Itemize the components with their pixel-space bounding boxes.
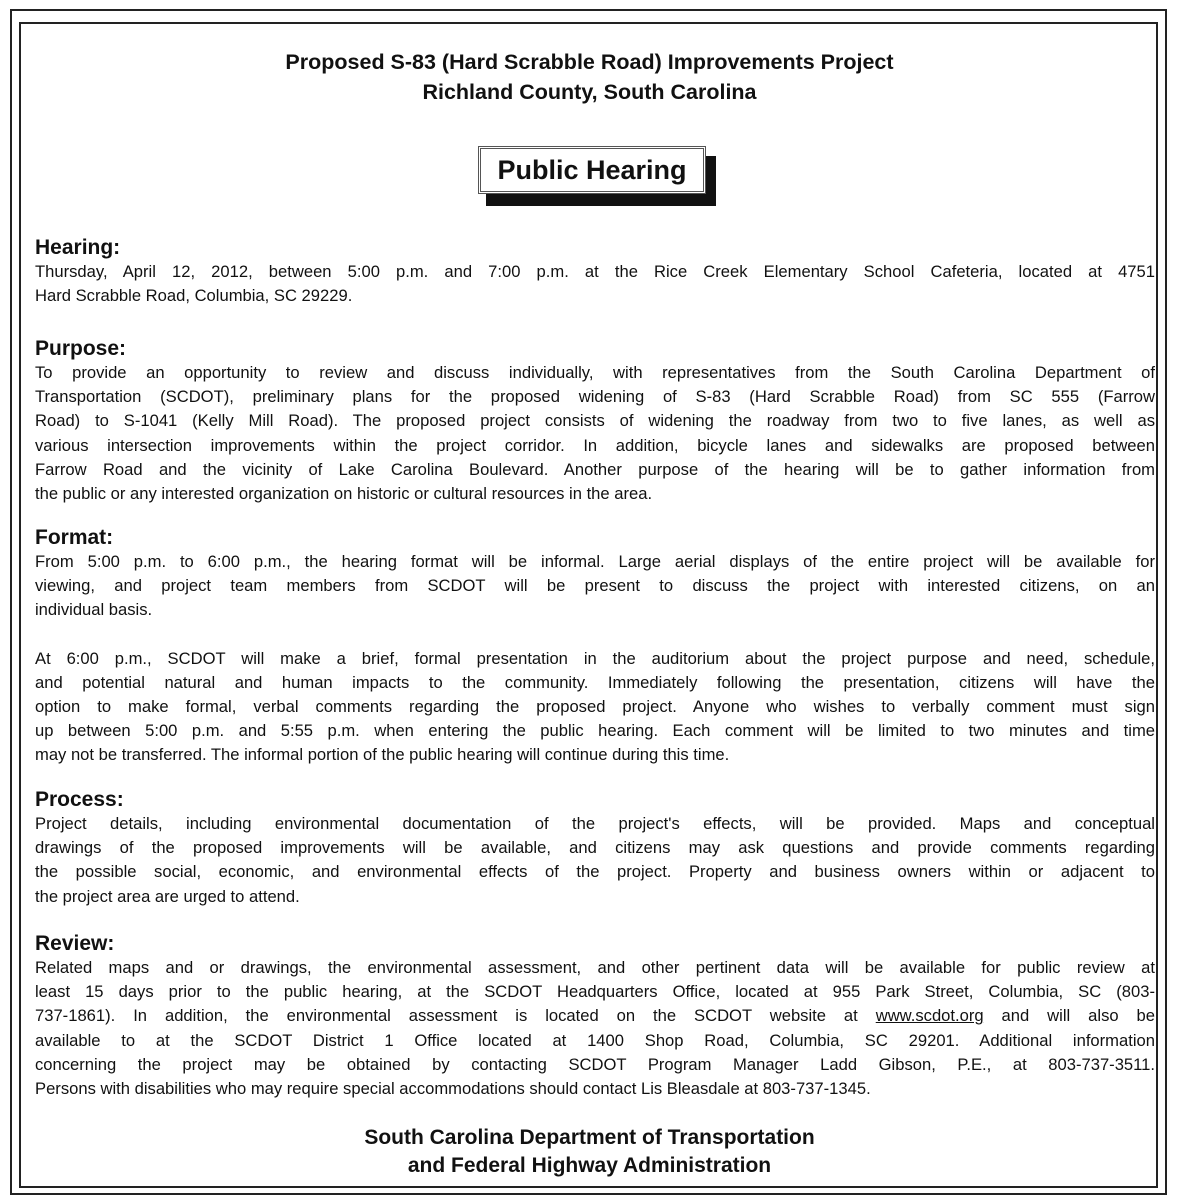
footer-line-2: and Federal Highway Administration [407, 1154, 772, 1177]
paragraph [35, 956, 1155, 1101]
text-line: may not be transferred. The informal portion of the public hearing will continue during this time. [35, 745, 730, 765]
paragraph [35, 550, 1155, 623]
badge-label: Public Hearing [478, 146, 706, 194]
section-purpose [35, 337, 1155, 506]
text-line: the possible social, economic, and environmental effects of the project. Property and business owners within or adjacent to [35, 862, 1155, 882]
text-line: From 5:00 p.m. to 6:00 p.m., the hearing format will be informal. Large aerial displays of the entire project will be available for [35, 552, 1155, 571]
text-line: Related maps and or drawings, the environmental assessment, and other pertinent data will be available for public review at [35, 958, 1155, 977]
section-heading: Process: [35, 788, 124, 811]
footer-line-1: South Carolina Department of Transportation [364, 1126, 815, 1149]
title-line-1: Proposed S-83 (Hard Scrabble Road) Improvements Project [285, 50, 894, 74]
text-line: Persons with disabilities who may require special accommodations should contact Lis Bleasdale at 803-737-1345. [35, 1079, 871, 1099]
text-line: Hard Scrabble Road, Columbia, SC 29229. [35, 286, 353, 306]
text-line: option to make formal, verbal comments regarding the proposed project. Anyone who wishes to verbally comment must sign [35, 697, 1155, 717]
text-line: up between 5:00 p.m. and 5:55 p.m. when entering the public hearing. Each comment will be limited to two minutes and time [35, 721, 1155, 741]
section-format [35, 526, 1155, 768]
section-heading: Hearing: [35, 236, 121, 259]
text-line: the public or any interested organization on historic or cultural resources in the area. [35, 484, 653, 504]
paragraph [35, 812, 1155, 909]
text-line: Road) to S-1041 (Kelly Mill Road). The proposed project consists of widening the roadway from two to five lanes, as well as [35, 411, 1155, 431]
paragraph [35, 260, 1155, 308]
text-line: 737-1861). In addition, the environmental assessment is located on the SCDOT website at www.scdot.org and will also be [35, 1006, 1155, 1026]
section-heading: Purpose: [35, 337, 127, 360]
text-line: drawings of the proposed improvements will be available, and citizens may ask questions and provide comments regarding [35, 838, 1155, 858]
section-heading: Format: [35, 526, 114, 549]
text-line: To provide an opportunity to review and discuss individually, with representatives from the South Carolina Department of [35, 363, 1155, 382]
text-line: the project area are urged to attend. [35, 886, 300, 906]
text-line: individual basis. [35, 600, 153, 620]
paragraph [35, 647, 1155, 768]
text-line: concerning the project may be obtained by contacting SCDOT Program Manager Ladd Gibson, P.E., at 803-737-3511. [35, 1054, 1155, 1074]
section-heading: Review: [35, 932, 115, 955]
public-hearing-badge [478, 146, 714, 203]
section-review [35, 932, 1155, 1101]
text-line: available to at the SCDOT District 1 Office located at 1400 Shop Road, Columbia, SC 29201. Additional information [35, 1030, 1155, 1050]
text-line: and potential natural and human impacts to the community. Immediately following the presentation, citizens will have the [35, 672, 1155, 692]
text-line: At 6:00 p.m., SCDOT will make a brief, formal presentation in the auditorium about the project purpose and need, schedule, [35, 648, 1155, 668]
text-line: Farrow Road and the vicinity of Lake Carolina Boulevard. Another purpose of the hearing will be to gather information from [35, 459, 1155, 479]
section-process [35, 788, 1155, 909]
text-line: Project details, including environmental documentation of the project's effects, will be provided. Maps and conceptual [35, 814, 1155, 833]
paragraph [35, 361, 1155, 506]
text-line: Transportation (SCDOT), preliminary plans for the proposed widening of S-83 (Hard Scrabble Road) from SC 555 (Farrow [35, 387, 1155, 407]
text-line: viewing, and project team members from SCDOT will be present to discuss the project with interested citizens, on an [35, 576, 1155, 596]
title-line-2: Richland County, South Carolina [422, 80, 757, 104]
section-hearing [35, 236, 1155, 308]
text-line: various intersection improvements within the project corridor. In addition, bicycle lanes and sidewalks are proposed between [35, 435, 1155, 455]
text-line: least 15 days prior to the public hearing, at the SCDOT Headquarters Office, located at 955 Park Street, Columbia, SC (803- [35, 982, 1155, 1002]
scdot-website-link[interactable]: www.scdot.org [875, 1006, 984, 1026]
text-line: Thursday, April 12, 2012, between 5:00 p.m. and 7:00 p.m. at the Rice Creek Elementary School Cafeteria, located at 4751 [35, 262, 1155, 281]
